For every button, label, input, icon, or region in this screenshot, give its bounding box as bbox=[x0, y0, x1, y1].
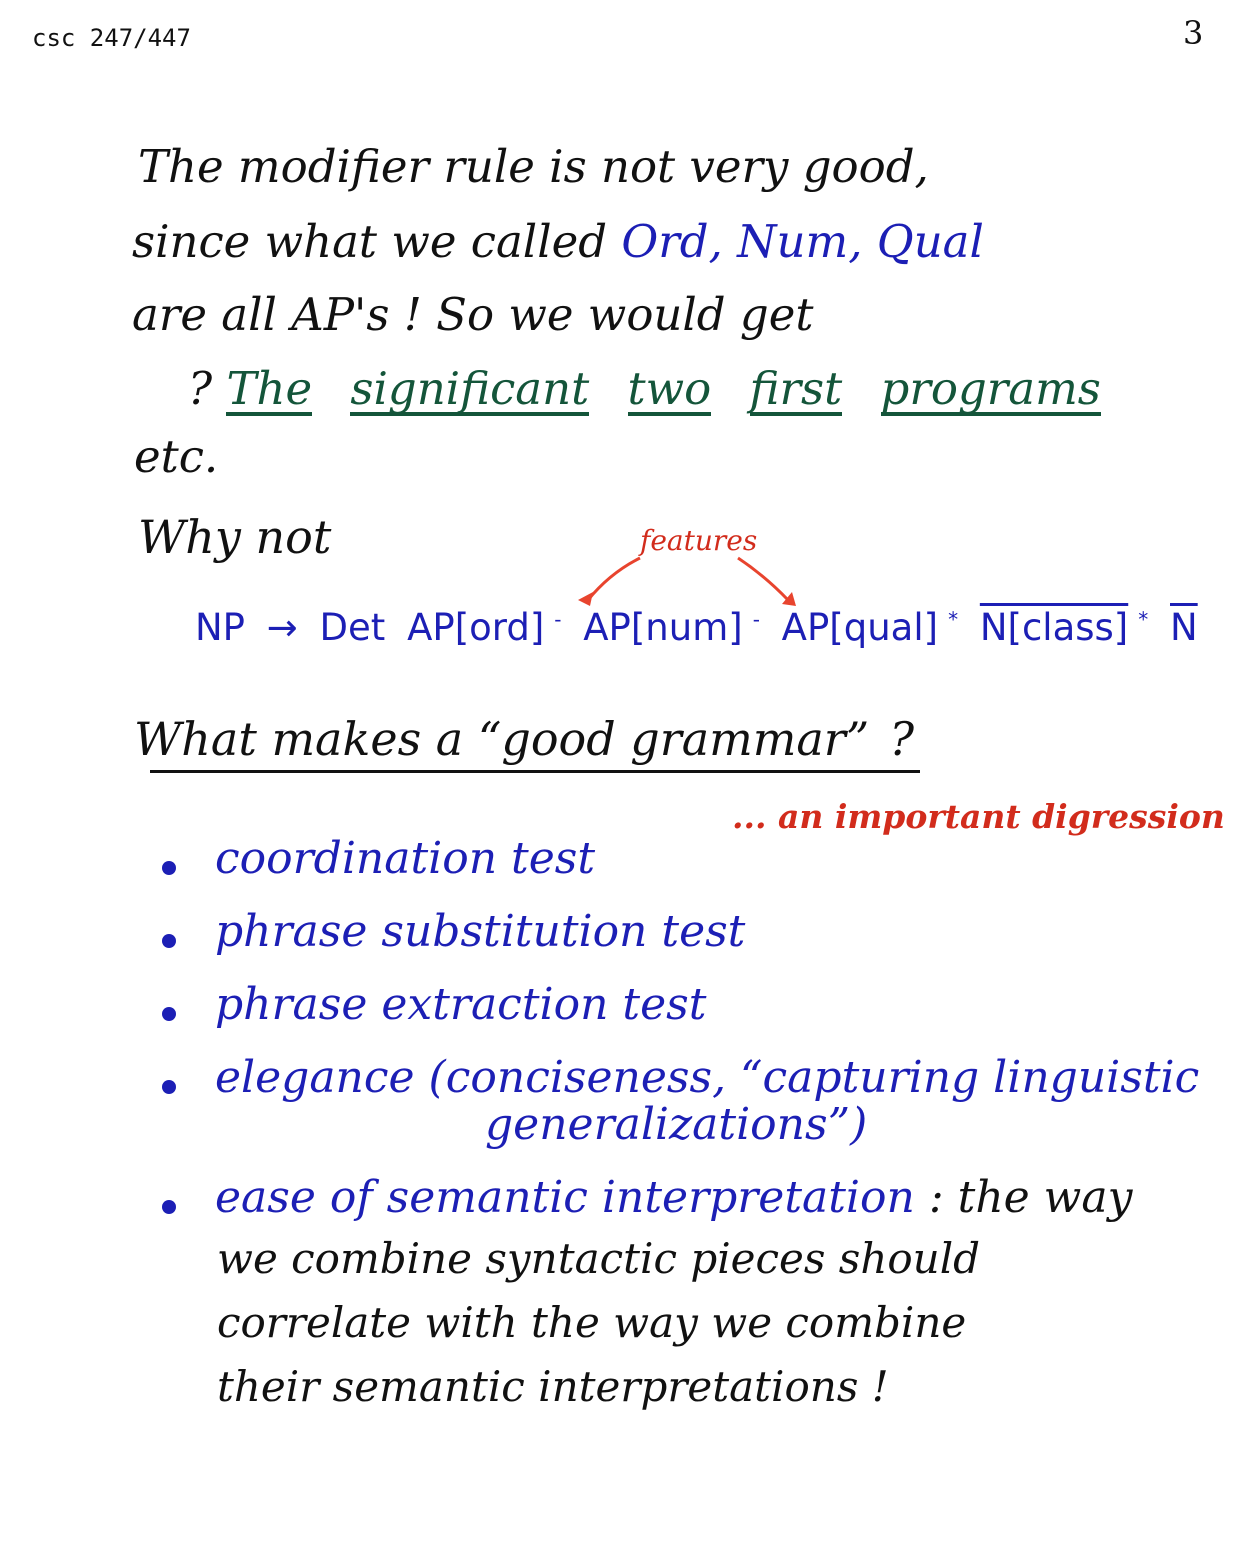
rule-ap-num: AP[num] - bbox=[583, 606, 760, 649]
category-names: Ord, Num, Qual bbox=[621, 215, 984, 268]
example-question-mark: ? bbox=[188, 362, 213, 415]
list-item bbox=[160, 1052, 1199, 1150]
course-code: csc 247/447 bbox=[32, 24, 191, 52]
example-phrase bbox=[188, 362, 1125, 416]
intro-line-2-prefix: since what we called bbox=[132, 215, 608, 268]
question-underline bbox=[150, 770, 920, 773]
intro-line-5: etc. bbox=[134, 430, 219, 483]
digression-note: ... an important digression bbox=[732, 797, 1225, 836]
list-item: phrase substitution test bbox=[160, 906, 1199, 957]
example-word: first bbox=[749, 362, 843, 415]
intro-line-1: The modifier rule is not very good, bbox=[138, 140, 929, 193]
rule-ap-qual: AP[qual] * bbox=[781, 606, 959, 649]
elegance-line-2: generalizations”) bbox=[485, 1099, 868, 1150]
rule-det: Det bbox=[319, 606, 386, 649]
list-item: coordination test bbox=[160, 833, 1199, 884]
example-word: The bbox=[226, 362, 313, 415]
example-word: two bbox=[627, 362, 712, 415]
semantic-continuation: : the way bbox=[914, 1172, 1133, 1223]
example-word: significant bbox=[350, 362, 590, 415]
features-annotation: features bbox=[640, 524, 758, 557]
rule-n-class: N[class] * bbox=[979, 606, 1149, 649]
elegance-line-1: elegance (conciseness, “capturing linguistic bbox=[215, 1052, 1200, 1103]
list-item: phrase extraction test bbox=[160, 979, 1199, 1030]
np-rule bbox=[195, 606, 1208, 649]
intro-line-2 bbox=[132, 215, 984, 268]
semantic-heading: ease of semantic interpretation bbox=[215, 1172, 915, 1223]
intro-line-3: are all AP's ! So we would get bbox=[132, 288, 814, 341]
why-not-heading: Why not bbox=[138, 510, 332, 564]
page-number: 3 bbox=[1183, 14, 1204, 52]
rule-arrow: → bbox=[266, 606, 298, 649]
criteria-list bbox=[160, 833, 1199, 1245]
rule-np: NP bbox=[195, 606, 245, 649]
good-grammar-question bbox=[134, 712, 914, 766]
semantic-line-2: we combine syntactic pieces should bbox=[217, 1234, 981, 1283]
semantic-line-4: their semantic interpretations ! bbox=[217, 1362, 889, 1411]
question-text: What makes a “good grammar” bbox=[134, 712, 870, 766]
semantic-explanation bbox=[217, 1227, 980, 1419]
rule-n-final: $\overline{N}$ bbox=[1170, 606, 1198, 649]
example-word: programs bbox=[880, 362, 1101, 415]
semantic-line-3: correlate with the way we combine bbox=[217, 1298, 967, 1347]
list-item bbox=[160, 1172, 1199, 1223]
rule-ap-ord: AP[ord] - bbox=[407, 606, 562, 649]
question-mark: ? bbox=[889, 712, 914, 766]
